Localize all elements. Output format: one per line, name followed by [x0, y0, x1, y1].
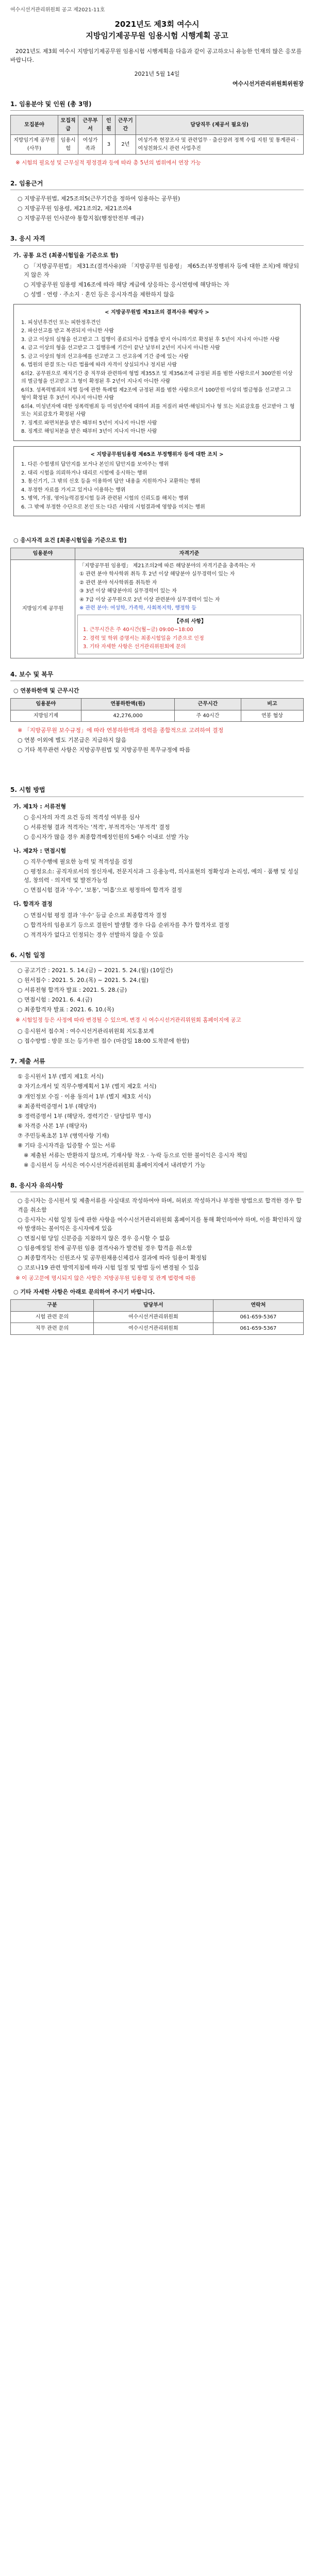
section-7-title: 7. 제출 서류 [10, 1057, 304, 1069]
misconduct-box [13, 446, 301, 517]
qual-note-title: 【주의 사항】 [174, 618, 207, 624]
box-line: 4. 부정한 자료를 가지고 있거나 이용하는 행위 [21, 487, 126, 493]
table-header-row [11, 548, 304, 560]
text-line: ⑦ 주민등록초본 1부 (병역사항 기재) [18, 1132, 109, 1139]
table-header: 근무부서 [78, 115, 102, 135]
text-line: ○ 서류전형 결과 적격자는 '적격', 부적격자는 '부적격' 결정 [24, 824, 170, 831]
box-line: 7. 징계로 파면처분을 받은 때부터 5년이 지나지 아니한 사람 [21, 420, 157, 426]
table-cell: 지방임기제 공무원 [11, 560, 75, 658]
table-header: 담당부서 [93, 1300, 213, 1312]
text-line: ○ 「지방공무원법」 제31조(결격사유)와 「지방공무원 임용령」 제65조(부정행위자 등에 대한 조치)에 해당되지 않은 자 [24, 262, 300, 278]
sub-title: 가. 제1차 : 서류전형 [13, 803, 67, 810]
text-line: ○ 지방공무원 인사분야 통합지침(행정안전부 예규) [18, 215, 144, 222]
text-line: ○ 서류전형 합격자 발표 : 2021. 5. 28.(금) [18, 987, 127, 994]
qual-note-box [77, 615, 301, 654]
issuer: 여수시선거관리위원회위원장 [232, 80, 304, 87]
qual-line: ③ 3년 이상 해당분야의 실무경력이 있는 자 [79, 588, 177, 595]
table-row [11, 560, 304, 658]
table-header: 모집직급 [58, 115, 78, 135]
table-header: 근무기간 [115, 115, 136, 135]
text-line: ⑧ 기타 응시자격을 입증할 수 있는 서류 [18, 1142, 116, 1149]
table-cell: 직무 관련 문의 [11, 1323, 94, 1335]
qual-line: ① 관련 분야 학사학위 취득 후 2년 이상 해당분야 실무경력이 있는 자 [79, 571, 235, 578]
section-8-title: 8. 응시자 유의사항 [10, 1181, 304, 1193]
section-4-title: 4. 보수 및 복무 [10, 670, 304, 682]
text-line: ※ 응시원서 등 서식은 여수시선거관리위원회 홈페이지에서 내려받기 가능 [24, 1161, 206, 1168]
table-header: 근무시간 [175, 699, 241, 710]
table-header: 구분 [11, 1300, 94, 1312]
text-line: ※ 제출된 서류는 반환하지 않으며, 기재사항 착오 · 누락 등으로 인한 불이익은 응시자 책임 [24, 1151, 247, 1159]
text-line: ○ 적격자가 없다고 인정되는 경우 선발하지 않을 수 있음 [24, 931, 164, 938]
table-cell: 주 40시간 [175, 710, 241, 722]
table-header: 비고 [241, 699, 303, 710]
table-header: 연락처 [213, 1300, 303, 1312]
title-line-1: 2021년도 제3회 여수시 [114, 19, 200, 29]
qual-sub: ※ 관련 분야: 여성학, 가족학, 사회복지학, 행정학 등 [79, 605, 197, 612]
text-line: ③ 개인정보 수집 · 이용 동의서 1부 (별지 제3호 서식) [18, 1093, 151, 1100]
table-row [11, 1323, 304, 1335]
text-line: ○ 코로나19 관련 방역지침에 따라 시험 일정 및 방법 등이 변경될 수 있음 [18, 1264, 200, 1271]
table-cell: 임용시험 [58, 135, 78, 155]
table-cell: 061-659-5367 [213, 1323, 303, 1335]
intro-text: 2021년도 제3회 여수시 지방임기제공무원 임용시험 시행계획을 다음과 같이 공고하오니 유능한 인재의 많은 응모를 바랍니다. [10, 47, 302, 63]
text-line: ① 응시원서 1부 (별지 제1호 서식) [18, 1073, 104, 1080]
section-1-note: ※ 시험의 필요성 및 근무실적 평정결과 등에 따라 총 5년의 범위에서 연장 가능 [15, 160, 201, 166]
box-line: 5. 금고 이상의 형의 선고유예를 선고받고 그 선고유예 기간 중에 있는 사람 [21, 353, 189, 360]
salary-table [10, 698, 304, 722]
text-line: ○ 지방공무원 임용령, 제21조의2, 제21조의4 [18, 205, 132, 212]
box-line: 6. 그 밖에 부정한 수단으로 본인 또는 다른 사람의 시험결과에 영향을 미치는 행위 [21, 504, 205, 510]
text-line: ○ 접수방법 : 방문 또는 등기우편 접수 (마감일 18:00 도착분에 한함) [18, 1037, 189, 1044]
box-line: 3. 통신기기, 그 밖의 신호 등을 이용하여 답안 내용을 지원하거나 교환하는 행위 [21, 479, 201, 485]
text-line: ○ 면접시험 평정 결과 '우수' 등급 순으로 최종합격자 결정 [24, 911, 167, 919]
text-line: ② 자기소개서 및 직무수행계획서 1부 (별지 제2호 서식) [18, 1083, 157, 1090]
table-cell: 061-659-5367 [213, 1311, 303, 1323]
table-row [11, 135, 304, 155]
section-6-title: 6. 시험 일정 [10, 951, 304, 962]
table-cell: 2년 [115, 135, 136, 155]
table-cell: 여성가족 현장조사 및 관련업무 · 출산장려 정책 수립 지원 및 통계관리 · 여성친화도시 관련 사업추진 [136, 135, 303, 155]
table-header: 연봉하한액(원) [81, 699, 175, 710]
text-line: ○ 성별 · 연령 · 주소지 · 혼인 등은 응시자격을 제한하지 않음 [24, 291, 175, 298]
box-title: < 지방공무원임용령 제65조 부정행위자 등에 대한 조치 > [90, 451, 224, 457]
text-line: ○ 최종합격자는 신원조사 및 공무원채용신체검사 결과에 따라 임용이 확정됨 [18, 1254, 207, 1261]
qual-line: ④ 7급 이상 공무원으로 2년 이상 관련분야 실무경력이 있는 자 [79, 597, 220, 603]
doc-number: 여수시선거관리위원회 공고 제2021-11호 [10, 7, 105, 13]
section-2-title: 2. 임용근거 [10, 179, 304, 191]
disqualification-box [13, 304, 301, 441]
qual-line: 「지방공무원 임용령」 제21조의2에 따른 해당분야의 자격기준을 충족하는 자 [79, 563, 256, 569]
box-title: < 지방공무원법 제31조의 결격사유 해당자 > [105, 310, 209, 316]
box-line: 6의3. 성폭력범죄의 처벌 등에 관한 특례법 제2조에 규정된 죄를 범한 사람으로서 100만원 이상의 벌금형을 선고받고 그 형이 확정된 후 3년이 지나지 아니한 사람 [21, 387, 291, 401]
text-line: ○ 면접시험 결과 '우수', '보통', '미흡'으로 평정하여 합격자 결정 [24, 887, 183, 894]
table-cell: 지방임기제 공무원 (사무) [11, 135, 58, 155]
text-line: ○ 지방공무원법, 제25조의5(근무기간을 정하여 임용하는 공무원) [18, 195, 180, 202]
table-header: 담당직무 (제공서 필요성) [136, 115, 303, 135]
box-line: 2. 파산선고를 받고 복권되지 아니한 사람 [21, 328, 114, 334]
table-header: 임용분야 [11, 548, 75, 560]
table-cell: 연봉 협상 [241, 710, 303, 722]
text-line: ④ 최종학력증명서 1부 (해당자) [18, 1103, 96, 1110]
text-line: ⑤ 경력증명서 1부 (해당자, 경력기간 · 담당업무 명시) [18, 1112, 151, 1120]
table-cell: 지방임기제 [11, 710, 81, 722]
table-header: 인원 [102, 115, 115, 135]
text-line: ○ 응시자는 시험 일정 등에 관한 사항을 여수시선거관리위원회 홈페이지를 통해 확인하여야 하며, 이를 확인하지 않아 발생하는 불이익은 응시자에게 있음 [18, 1216, 302, 1232]
text-line: ○ 응시자의 자격 요건 등의 적격성 여부를 심사 [24, 814, 140, 821]
text-line: ※ 「지방공무원 보수규정」에 따라 연봉하한액과 경력을 종합적으로 고려하여 결정 [18, 727, 224, 734]
table-header: 모집분야 [11, 115, 58, 135]
sub-title: 다. 합격자 결정 [13, 901, 53, 908]
section-3-title: 3. 응시 자격 [10, 234, 304, 246]
section-8-note: ※ 이 공고문에 명시되지 않은 사항은 지방공무원 임용령 및 관계 법령에 따름 [15, 1275, 196, 1281]
text-line: ○ 연봉 이외에 별도 기본급은 지급하지 않음 [18, 737, 127, 744]
table-cell: 여수시선거관리위원회 [93, 1311, 213, 1323]
text-line: ○ 직무수행에 필요한 능력 및 적격성을 검정 [24, 858, 133, 866]
box-line: 6. 법원의 판결 또는 다른 법률에 따라 자격이 상실되거나 정지된 사람 [21, 362, 177, 368]
table-header: 자격기준 [75, 548, 303, 560]
box-line: 4. 금고 이상의 형을 선고받고 그 집행유예 기간이 끝난 날부터 2년이 지나지 아니한 사람 [21, 345, 220, 351]
notice-date: 2021년 5월 14일 [134, 70, 180, 77]
section-1-title: 1. 임용분야 및 인원 (총 3명) [10, 99, 304, 111]
qualification-title: ○ 응시자격 요건 [최종시험일을 기준으로 함] [13, 537, 127, 544]
table-header-row [11, 1300, 304, 1312]
qual-note: 3. 기타 자세한 사항은 선거관리위원회에 문의 [82, 644, 186, 650]
box-line: 8. 징계로 해임처분을 받은 때부터 3년이 지나지 아니한 사람 [21, 429, 157, 435]
text-line: ○ 지방공무원 임용령 제16조에 따라 해당 계급에 상응하는 응시연령에 해당하는 자 [24, 281, 229, 289]
title-line-2: 지방임기제공무원 임용시험 시행계획 공고 [86, 31, 228, 40]
qualification-cell [75, 560, 303, 658]
sub-title: 가. 공통 요건 (최종시험일을 기준으로 함) [13, 251, 119, 259]
box-line: 6의4. 미성년자에 대한 성폭력범죄 등 미성년자에 대하여 죄를 저질러 파면·해임되거나 형 또는 치료감호를 선고받아 그 형 또는 치료감호가 확정된 사람 [21, 403, 295, 418]
contact-table [10, 1299, 304, 1335]
text-line: ○ 기타 복무관련 사항은 지방공무원법 및 지방공무원 복무규정에 따름 [18, 747, 191, 754]
table-header: 임용분야 [11, 699, 81, 710]
text-line: ○ 임용예정일 전에 공무원 임용 결격사유가 발견될 경우 합격을 취소함 [18, 1244, 192, 1251]
box-line: 3. 금고 이상의 실형을 선고받고 그 집행이 종료되거나 집행을 받지 아니하기로 확정된 후 5년이 지나지 아니한 사람 [21, 336, 280, 343]
box-line: 5. 병역, 가점, 영어능력검정시험 등과 관련된 시험의 신뢰도를 해치는 행위 [21, 496, 189, 502]
text-line: ○ 응시자가 많을 경우 최종합격예정인원의 5배수 이내로 선발 가능 [24, 834, 189, 841]
table-cell: 시험 관련 문의 [11, 1311, 94, 1323]
box-line: 1. 다른 수험생의 답안지를 보거나 본인의 답안지를 보여주는 행위 [21, 462, 169, 468]
qual-note: 2. 경력 및 학위 증명서는 최종시험일을 기준으로 인정 [82, 635, 204, 641]
page-title [10, 19, 304, 42]
text-line: ○ 원서접수 : 2021. 5. 20.(목) ~ 2021. 5. 24.(월) [18, 977, 148, 984]
text-line: ○ 응시원서 접수처 : 여수시선거관리위원회 지도홍보계 [18, 1027, 154, 1035]
table-cell: 여성가족과 [78, 135, 102, 155]
schedule-note: ※ 시험일정 등은 사정에 따라 변경될 수 있으며, 변경 시 여수시선거관리위원회 홈페이지에 공고 [15, 1017, 241, 1024]
recruitment-table [10, 115, 304, 155]
qual-note: 1. 근무시간은 주 40시간(월~금) 09:00~18:00 [82, 627, 193, 633]
table-cell: 42,276,000 [81, 710, 175, 722]
box-line: 6의2. 공무원으로 재직기간 중 직무와 관련하여 형법 제355조 및 제356조에 규정된 죄를 범한 사람으로서 300만원 이상의 벌금형을 선고받고 그 형이 확정된 후 2년이 지나지 아니한 사람 [21, 370, 293, 385]
section-5-title: 5. 시험 방법 [10, 785, 304, 797]
sub-title: ○ 연봉하한액 및 근무시간 [13, 687, 79, 694]
table-header-row [11, 115, 304, 135]
text-line: ⑥ 자격증 사본 1부 (해당자) [18, 1122, 88, 1129]
text-line: ○ 평정요소: 공직자로서의 정신자세, 전문지식과 그 응용능력, 의사표현의 정확성과 논리성, 예의 · 품행 및 성실성, 창의력 · 의지력 및 발전가능성 [24, 868, 299, 884]
text-line: ○ 응시자는 응시원서 및 제출서류를 사실대로 작성하여야 하며, 허위로 작성하거나 부정한 방법으로 합격한 경우 합격을 취소함 [18, 1197, 302, 1213]
box-line: 1. 피성년후견인 또는 피한정후견인 [21, 319, 101, 326]
sub-title: 나. 제2차 : 면접시험 [13, 848, 67, 855]
text-line: ○ 면접시험 : 2021. 6. 4.(금) [18, 996, 92, 1004]
qualification-table [10, 548, 304, 658]
text-line: ○ 면접시험 당일 신분증을 지참하지 않은 경우 응시할 수 없음 [18, 1234, 171, 1242]
table-row [11, 1311, 304, 1323]
text-line: ○ 최종합격자 발표 : 2021. 6. 10.(목) [18, 1006, 114, 1013]
text-line: ○ 합격자의 임용포기 등으로 결원이 발생할 경우 다음 순위자를 추가 합격자로 결정 [24, 921, 229, 928]
table-header-row [11, 699, 304, 710]
table-cell: 3 [102, 135, 115, 155]
contact-title: ○ 기타 자세한 사항은 아래로 문의하여 주시기 바랍니다. [13, 1289, 155, 1296]
box-line: 2. 대리 시험을 의뢰하거나 대리로 시험에 응시하는 행위 [21, 470, 147, 476]
table-row [11, 710, 304, 722]
table-cell: 여수시선거관리위원회 [93, 1323, 213, 1335]
text-line: ○ 공고기간 : 2021. 5. 14.(금) ~ 2021. 5. 24.(월) (10일간) [18, 967, 173, 974]
qual-line: ② 관련 분야 석사학위를 취득한 자 [79, 580, 157, 586]
